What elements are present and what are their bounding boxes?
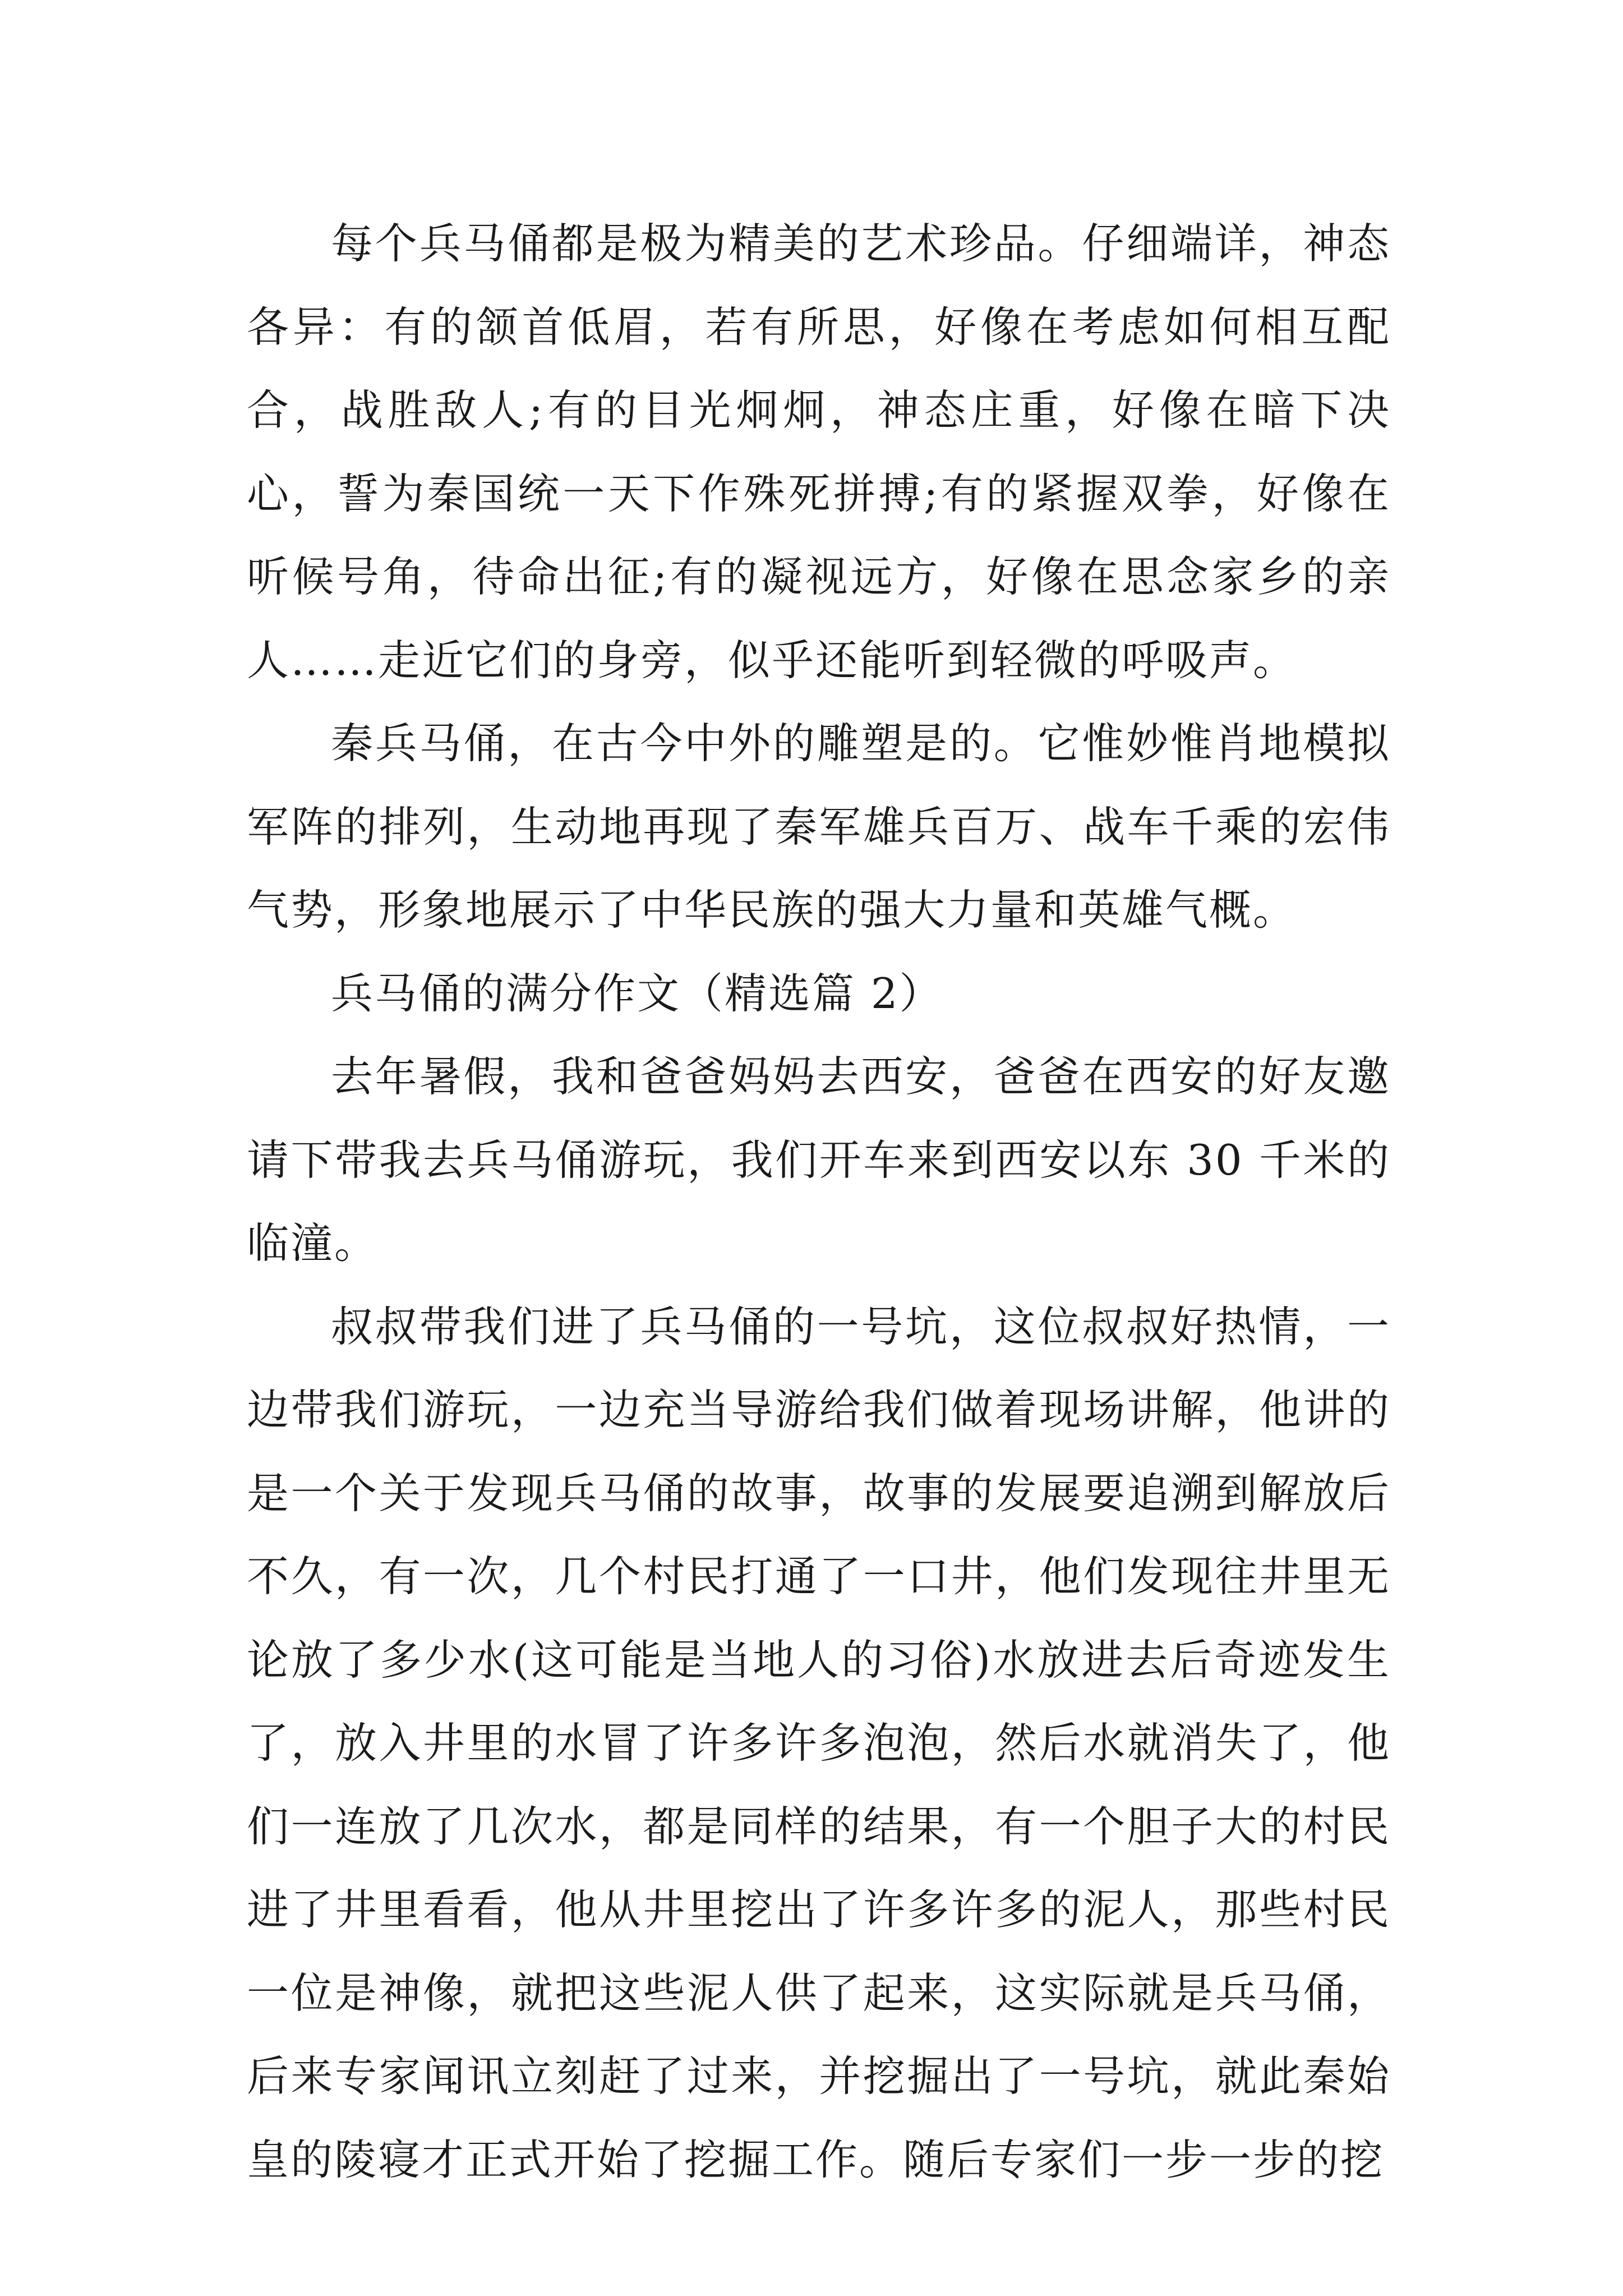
section-heading: 兵马俑的满分作文（精选篇 2） <box>331 968 943 1018</box>
paragraph-2: 秦兵马俑，在古今中外的雕塑是的。它惟妙惟肖地模拟军阵的排列，生动地再现了秦军雄兵百万、战车千乘的宏伟气势，形象地展示了中华民族的强大力量和英雄气概。 <box>247 719 1391 935</box>
paragraph-1: 每个兵马俑都是极为精美的艺术珍品。仔细端详，神态各异：有的颔首低眉，若有所思，好像在考虑如何相互配合，战胜敌人;有的目光炯炯，神态庄重，好像在暗下决心，誓为秦国统一天下作殊死拼搏;有的紧握双拳，好像在听候号角，待命出征;有的凝视远方，好像在思念家乡的亲人……走近它们的身旁，似乎还能听到轻微的呼吸声。 <box>247 219 1391 685</box>
document-body <box>247 202 1391 2201</box>
paragraph-4: 叔叔带我们进了兵马俑的一号坑，这位叔叔好热情，一边带我们游玩，一边充当导游给我们做着现场讲解，他讲的是一个关于发现兵马俑的故事，故事的发展要追溯到解放后不久，有一次，几个村民打通了一口井，他们发现往井里无论放了多少水(这可能是当地人的习俗)水放进去后奇迹发生了，放入井里的水冒了许多许多泡泡，然后水就消失了，他们一连放了几次水，都是同样的结果，有一个胆子大的村民进了井里看看，他从井里挖出了许多许多的泥人，那些村民一位是神像，就把这些泥人供了起来，这实际就是兵马俑，后来专家闻讯立刻赶了过来，并挖掘出了一号坑，就此秦始皇的陵寝才正式开始了挖掘工作。随后专家们一步一步的挖 <box>247 1301 1391 2184</box>
paragraph-3: 去年暑假，我和爸爸妈妈去西安，爸爸在西安的好友邀请下带我去兵马俑游玩，我们开车来到西安以东 30 千米的临潼。 <box>247 1052 1391 1268</box>
